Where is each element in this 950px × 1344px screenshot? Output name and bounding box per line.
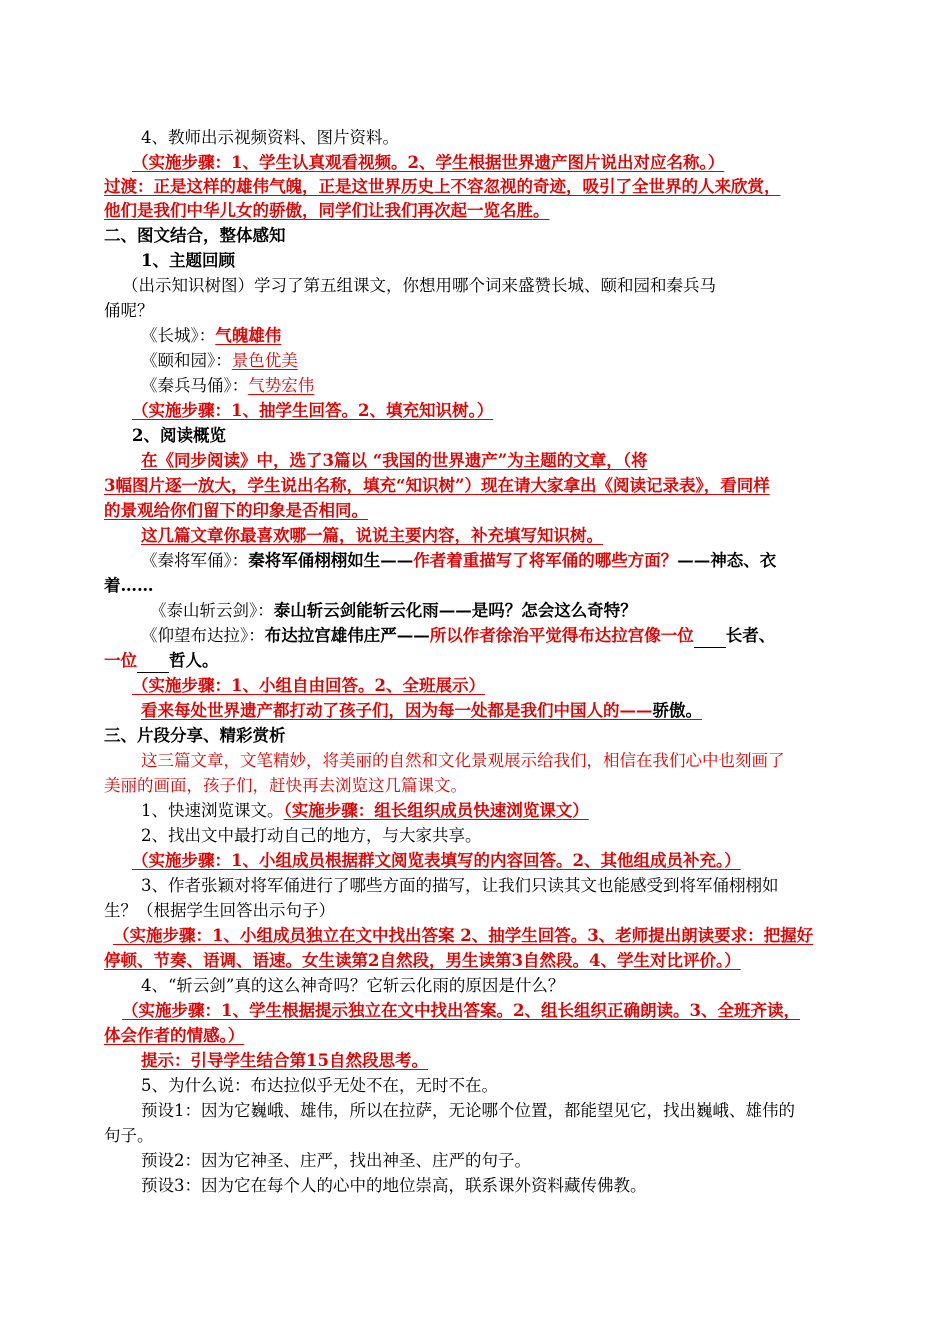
subsection-heading: 1、主题回顾 [141, 251, 235, 270]
answer-text: 哲人。 [169, 651, 219, 670]
summary-text: 布达拉宫雄伟庄严—— [264, 626, 430, 645]
step-note: 停顿、节奏、语调、语速。女生读第2自然段，男生读第3自然段。4、学生对比评价。） [104, 951, 741, 970]
red-text: 3幅图片逐一放大，学生说出名称，填充“知识树”）现在请大家拿出《阅读记录表》，看同样 [104, 476, 770, 495]
step-text: 1、快速浏览课文。 [141, 801, 284, 820]
title-label: 《颐和园》： [141, 351, 232, 370]
text-line: 3、作者张颖对将军俑进行了哪些方面的描写，让我们只读其文也能感受到将军俑栩栩如 [141, 876, 779, 895]
answer-text: 气魄雄伟 [215, 326, 282, 345]
text-line: 预设1：因为它巍峨、雄伟，所以在拉萨，无论哪个位置，都能望见它，找出巍峨、雄伟的 [141, 1101, 795, 1120]
text-line [141, 549, 776, 573]
text-line [104, 649, 219, 673]
answer-line [141, 324, 281, 348]
title-label: 《仰望布达拉》： [141, 626, 265, 645]
step-note: （实施步骤：1、抽学生回答。2、填充知识树。） [132, 401, 494, 420]
text-line: 预设3：因为它在每个人的心中的地位崇高，联系课外资料藏传佛教。 [141, 1176, 647, 1195]
answer-text: ——神态、衣 [677, 551, 777, 570]
question-text: 所以作者徐治平觉得布达拉宫像一位 [429, 626, 694, 645]
text-line: 着…… [104, 576, 154, 595]
summary-text: 秦将军俑栩栩如生—— [248, 551, 414, 570]
red-text: 美丽的画面，孩子们，赶快再去浏览这几篇课文。 [104, 776, 467, 795]
answer-text: 气势宏伟 [248, 376, 315, 395]
step-note: （实施步骤：1、学生根据提示独立在文中找出答案。2、组长组织正确朗读。3、全班齐读， [122, 1001, 800, 1020]
text-line [141, 799, 589, 823]
title-label: 《秦将军俑》： [141, 551, 249, 570]
transition-text: 他们是我们中华儿女的骄傲，同学们让我们再次起一览名胜。 [104, 201, 550, 220]
question-text: 作者着重描写了将军俑的哪些方面？ [413, 551, 678, 570]
text-line: 5、为什么说：布达拉似乎无处不在，无时不在。 [141, 1076, 498, 1095]
step-note: （实施步骤：1、学生认真观看视频。2、学生根据世界遗产图片说出对应名称。） [132, 153, 725, 172]
text-line: 生？（根据学生回答出示句子） [104, 901, 335, 920]
answer-line [141, 349, 298, 373]
text-line: （出示知识树图）学习了第五组课文，你想用哪个词来盛赞长城、颐和园和秦兵马 [122, 276, 716, 295]
text-line: 句子。 [104, 1126, 154, 1145]
title-label: 《长城》： [141, 326, 216, 345]
step-note: 体会作者的情感。） [104, 1026, 245, 1045]
answer-text: 景色优美 [231, 351, 298, 370]
text-line: 4、教师出示视频资料、图片资料。 [141, 128, 399, 147]
step-note: （实施步骤：1、小组成员独立在文中找出答案 2、抽学生回答。3、老师提出朗读要求：把握好 [113, 926, 814, 945]
fill-blank [694, 629, 726, 648]
red-text-part: 看来每处世界遗产都打动了孩子们，因为每一处都是我们中国人的—— [141, 701, 653, 720]
text-line: 2、找出文中最打动自己的地方，与大家共享。 [141, 826, 482, 845]
red-text [141, 699, 702, 723]
text-line [150, 599, 637, 623]
question-text: 一位 [104, 651, 137, 670]
transition-text: 过渡：正是这样的雄伟气魄，正是这世界历史上不容忽视的奇迹，吸引了全世界的人来欣赏， [104, 177, 781, 196]
subsection-heading: 2、阅读概览 [132, 426, 226, 445]
text-line: 俑呢？ [104, 301, 154, 320]
red-text: 在《同步阅读》中，选了3篇以 “我国的世界遗产”为主题的文章，（将 [141, 451, 648, 470]
answer-text: 长者、 [725, 626, 776, 645]
title-label: 《秦兵马俑》： [141, 376, 249, 395]
text-line: 4、“斩云剑”真的这么神奇吗？它斩云化雨的原因是什么？ [141, 976, 565, 995]
section-heading: 二、图文结合，整体感知 [104, 226, 286, 245]
answer-text: 骄傲。 [652, 701, 702, 720]
summary-text: 泰山斩云剑能斩云化雨——是吗？怎会这么奇特？ [273, 601, 637, 620]
hint-text: 提示：引导学生结合第15自然段思考。 [141, 1051, 428, 1070]
step-note: （实施步骤：1、小组成员根据群文阅览表填写的内容回答。2、其他组成员补充。） [132, 851, 741, 870]
red-text: 这三篇文章，文笔精妙，将美丽的自然和文化景观展示给我们，相信在我们心中也刻画了 [141, 751, 785, 770]
section-heading: 三、片段分享、精彩赏析 [104, 726, 286, 745]
fill-blank [137, 654, 169, 673]
step-note: （实施步骤：1、小组自由回答。2、全班展示） [132, 676, 485, 695]
text-line [141, 624, 775, 648]
step-note: （实施步骤：组长组织成员快速浏览课文） [283, 801, 589, 820]
answer-line [141, 374, 314, 398]
title-label: 《泰山斩云剑》： [150, 601, 274, 620]
red-text: 这几篇文章你最喜欢哪一篇，说说主要内容，补充填写知识树。 [141, 526, 603, 545]
red-text: 的景观给你们留下的印象是否相同。 [104, 501, 368, 520]
text-line: 预设2：因为它神圣、庄严，找出神圣、庄严的句子。 [141, 1151, 531, 1170]
